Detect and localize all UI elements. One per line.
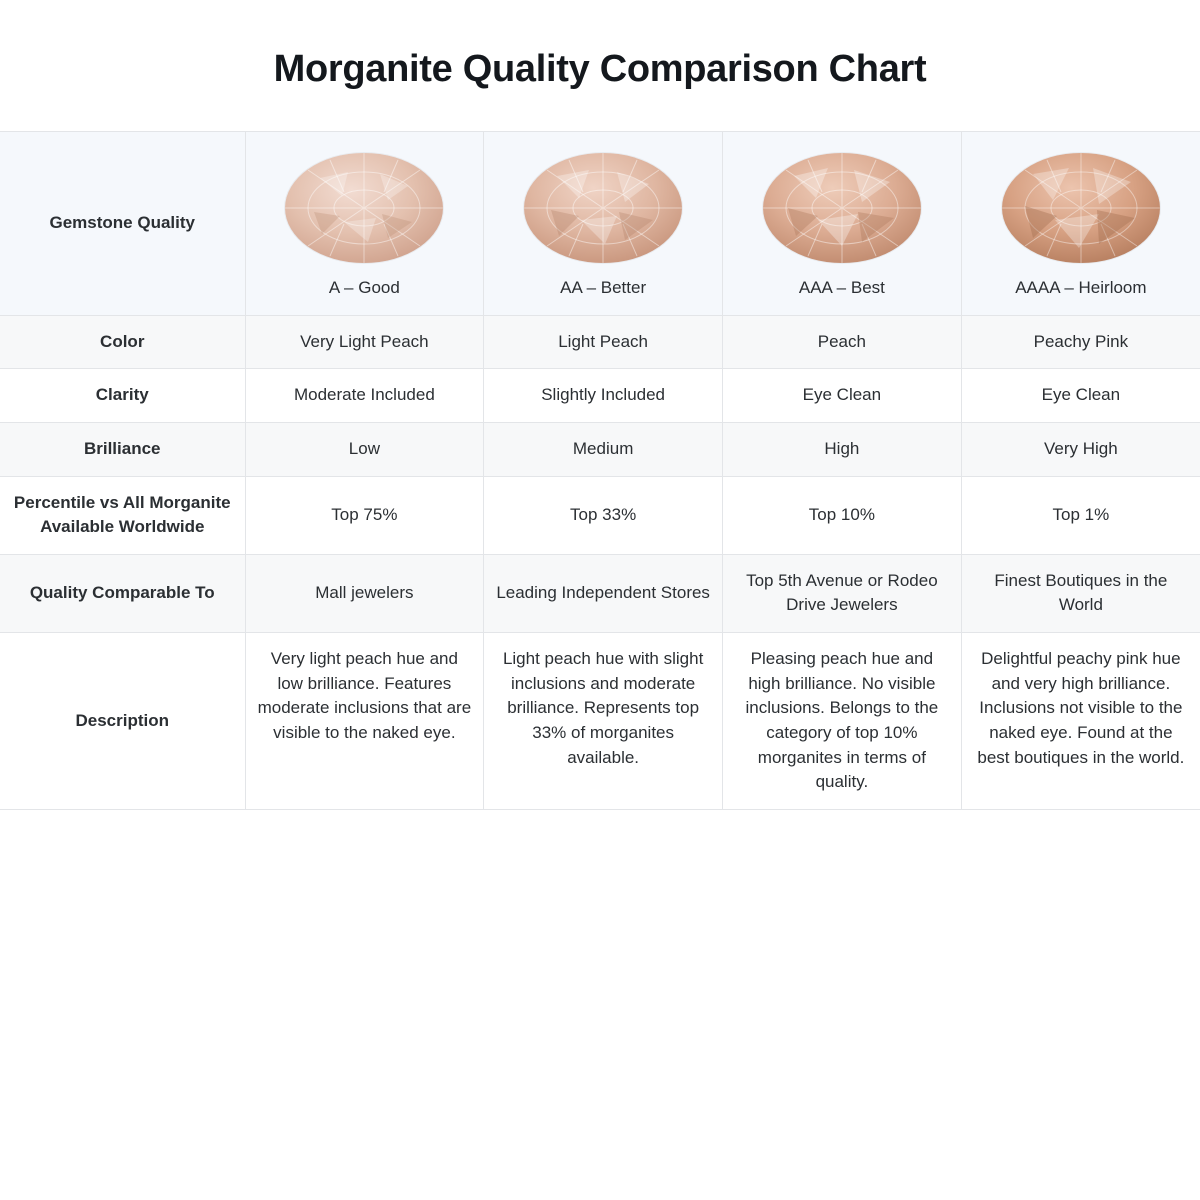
cell-description-aaaa: Delightful peachy pink hue and very high brilliance. Inclusions not visible to the naked eye. Found at the best boutiques in the world. [961, 633, 1200, 810]
cell-comparable-aa: Leading Independent Stores [484, 554, 723, 632]
table-row [0, 554, 1200, 632]
table-row [0, 422, 1200, 476]
cell-clarity-a: Moderate Included [245, 369, 484, 423]
page-title: Morganite Quality Comparison Chart [273, 48, 927, 90]
gem-cell-a [245, 132, 484, 316]
cell-color-aaa: Peach [723, 315, 962, 369]
row-label-brilliance: Brilliance [0, 422, 245, 476]
cell-brilliance-aa: Medium [484, 422, 723, 476]
cell-clarity-aa: Slightly Included [484, 369, 723, 423]
quality-comparison-table [0, 131, 1200, 810]
gem-cell-aa [484, 132, 723, 316]
row-label-percentile: Percentile vs All Morganite Available Worldwide [0, 476, 245, 554]
cell-comparable-a: Mall jewelers [245, 554, 484, 632]
cell-color-a: Very Light Peach [245, 315, 484, 369]
cell-comparable-aaaa: Finest Boutiques in the World [961, 554, 1200, 632]
morganite-oval-gem-icon [523, 152, 683, 264]
table-row [0, 369, 1200, 423]
grade-label-aa: AA – Better [560, 278, 647, 297]
cell-brilliance-aaaa: Very High [961, 422, 1200, 476]
morganite-oval-gem-icon [762, 152, 922, 264]
grade-label-aaaa: AAAA – Heirloom [1015, 278, 1147, 297]
row-label-clarity: Clarity [0, 369, 245, 423]
table-row [0, 132, 1200, 316]
row-label-description: Description [0, 633, 245, 810]
cell-percentile-a: Top 75% [245, 476, 484, 554]
cell-percentile-aa: Top 33% [484, 476, 723, 554]
cell-clarity-aaaa: Eye Clean [961, 369, 1200, 423]
grade-label-aaa: AAA – Best [798, 278, 885, 297]
row-label-gemstone-quality: Gemstone Quality [0, 132, 245, 316]
table-row [0, 315, 1200, 369]
cell-percentile-aaa: Top 10% [723, 476, 962, 554]
cell-description-aaa: Pleasing peach hue and high brilliance. No visible inclusions. Belongs to the category of top 10% morganites in terms of quality. [723, 633, 962, 810]
gem-cell-aaaa [961, 132, 1200, 316]
morganite-oval-gem-icon [284, 152, 444, 264]
cell-brilliance-aaa: High [723, 422, 962, 476]
cell-comparable-aaa: Top 5th Avenue or Rodeo Drive Jewelers [723, 554, 962, 632]
table-row [0, 476, 1200, 554]
table-row [0, 633, 1200, 810]
cell-color-aa: Light Peach [484, 315, 723, 369]
cell-clarity-aaa: Eye Clean [723, 369, 962, 423]
cell-brilliance-a: Low [245, 422, 484, 476]
cell-color-aaaa: Peachy Pink [961, 315, 1200, 369]
grade-label-a: A – Good [328, 278, 400, 297]
morganite-oval-gem-icon [1001, 152, 1161, 264]
cell-description-a: Very light peach hue and low brilliance. Features moderate inclusions that are visible to the naked eye. [245, 633, 484, 810]
row-label-color: Color [0, 315, 245, 369]
cell-description-aa: Light peach hue with slight inclusions and moderate brilliance. Represents top 33% of morganites available. [484, 633, 723, 810]
row-label-quality-comparable-to: Quality Comparable To [0, 554, 245, 632]
gem-cell-aaa [723, 132, 962, 316]
cell-percentile-aaaa: Top 1% [961, 476, 1200, 554]
